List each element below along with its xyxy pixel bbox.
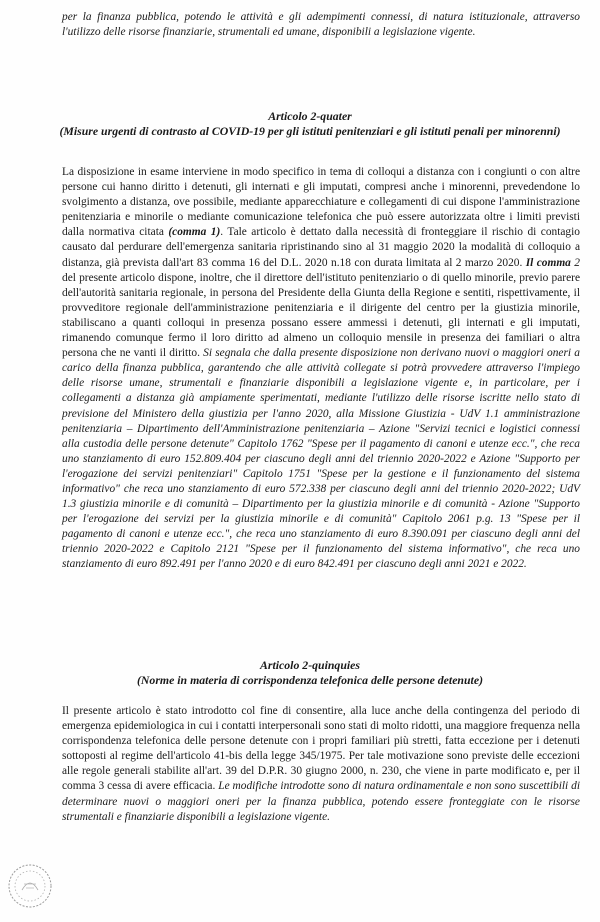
article-2-quinquies-title: Articolo 2-quinquies bbox=[260, 658, 360, 672]
continued-paragraph bbox=[62, 10, 580, 40]
article-2-quinquies-subtitle: (Norme in materia di corrispondenza telefonica delle persone detenute) bbox=[136, 673, 483, 688]
article-2-quater-heading bbox=[40, 109, 580, 139]
comma-2-ref: Il comma bbox=[525, 256, 571, 269]
article-2-quinquies-body bbox=[62, 704, 580, 825]
official-seal-icon bbox=[6, 862, 54, 910]
article-2-quater-body bbox=[62, 165, 580, 573]
body-text: La disposizione in esame interviene in modo specifico in tema di colloqui a distanza con i congiunti o con altre persone cui hanno diritto i detenuti, gli internati e gli imputati, compresi anche i minorenni, prevedendone lo svolgimento a distanza, ove possibile, mediante apparecchiature e collegamenti di cui dispone l'amministrazione penitenziaria e minorile o mediante comunicazione telefonica che può essere autorizzata oltre i limiti previsti dalla normativa citata bbox=[62, 166, 580, 239]
body-text: Il presente articolo è stato introdotto col fine di consentire, alla luce anche della contingenza del periodo di emergenza epidemiologica in cui i contatti interpersonali sono stati di molto ridotti, una maggiore frequenza nella corrispondenza telefonica delle persone detenute con i propri familiari più stretti, fatta eccezione per i detenuti sottoposti al regime dell'articolo 41-bis della legge 345/1975. Per tale motivazione sono previste delle eccezioni alle regole generali stabilite all'art. 39 del D.P.R. 30 giugno 2000, n. 230, che viene in parte modificato e, per il comma 3 cessa di avere efficacia. bbox=[62, 705, 580, 793]
financial-note: Si segnala che dalla presente disposizione non derivano nuovi o maggiori oneri a carico della finanza pubblica, garantendo che alle attività collegate si potrà provvedere attraverso l'impiego delle risorse umane, strumentali e finanziarie disponibili a legislazione vigente e, in particolare, per i collegamenti a distanza già ampiamente sperimentati, mediante l'utilizzo delle risorse iscritte nello stato di previsione del Ministero della giustizia per l'anno 2020, alla Missione Giustizia - UdV 1.1 amministrazione penitenziaria – Dipartimento dell'Amministrazione penitenziaria – Azione "Servizi tecnici e logistici connessi alla custodia delle persone detenute" Capitolo 1762 "Spese per il pagamento di canoni e utenze ecc.", che reca uno stanziamento di euro 152.809.404 per ciascuno degli anni del triennio 2020-2022 e Azione "Supporto per l'erogazione dei servizi penitenziari" Capitolo 1751 "Spese per la gestione e il funzionamento del sistema informativo" che reca uno stanziamento di euro 572.338 per ciascuno degli anni del triennio 2020-2022; UdV 1.3 giustizia minorile e di comunità – Dipartimento per la giustizia minorile e di comunità - Azione "Supporto per l'erogazione dei servizi per la giustizia minorile e di comunità" Capitolo 2061 p.g. 13 "Spese per il pagamento di canoni e utenze ecc.", che reca uno stanziamento di euro 8.390.091 per ciascuno degli anni del triennio 2020-2022 e Capitolo 2121 "Spese per il funzionamento del sistema informativo", che reca uno stanziamento di euro 892.491 per l'anno 2020 e di euro 842.491 per ciascuno degli anni 2021 e 2022. bbox=[62, 347, 580, 571]
article-2-quinquies-heading bbox=[40, 658, 580, 688]
continued-paragraph-text: per la finanza pubblica, potendo le attività e gli adempimenti connessi, di natura istituzionale, attraverso l'utilizzo delle risorse finanziarie, strumentali ed umane, disponibili a legislazione vigente. bbox=[62, 11, 580, 39]
comma-2-number: 2 bbox=[574, 256, 580, 269]
article-2-quater-title: Articolo 2-quater bbox=[268, 109, 352, 123]
comma-1-ref: (comma 1) bbox=[168, 226, 221, 239]
body-text: del presente articolo dispone, inoltre, che il direttore dell'istituto penitenziario o di quello minorile, previo parere dell'autorità sanitaria regionale, in persona del Presidente della Giunta della Regione e sentiti, rispettivamente, il provveditore regionale dell'amministrazione penitenziaria e il dirigente del centro per la giustizia minorile, stabiliscano a quanti colloqui in presenza possano essere ammessi i detenuti, gli internati e gli imputati, rimanendo comunque fermo il loro diritto ad almeno un colloquio mensile in presenza dei familiari o altra persona che ne vanti il diritto. bbox=[62, 271, 580, 360]
article-2-quater-subtitle: (Misure urgenti di contrasto al COVID-19 per gli istituti penitenziari e gli istituti penali per minorenni) bbox=[59, 124, 561, 139]
body-text: . Tale articolo è dettato dalla necessità di fronteggiare il rischio di contagio causato dal perdurare dell'emergenza sanitaria ripristinando sino al 31 maggio 2020 la modalità di colloquio a distanza, già prevista dall'art 83 comma 16 del D.L. 2020 n.18 con durata limitata al 2 marzo 2020. bbox=[62, 226, 580, 269]
financial-note: Le modifiche introdotte sono di natura ordinamentale e non sono suscettibili di determinare nuovi o maggiori oneri per la finanza pubblica, potendo essere fronteggiate con le risorse strumentali e finanziarie disponibili a legislazione vigente. bbox=[62, 780, 580, 823]
